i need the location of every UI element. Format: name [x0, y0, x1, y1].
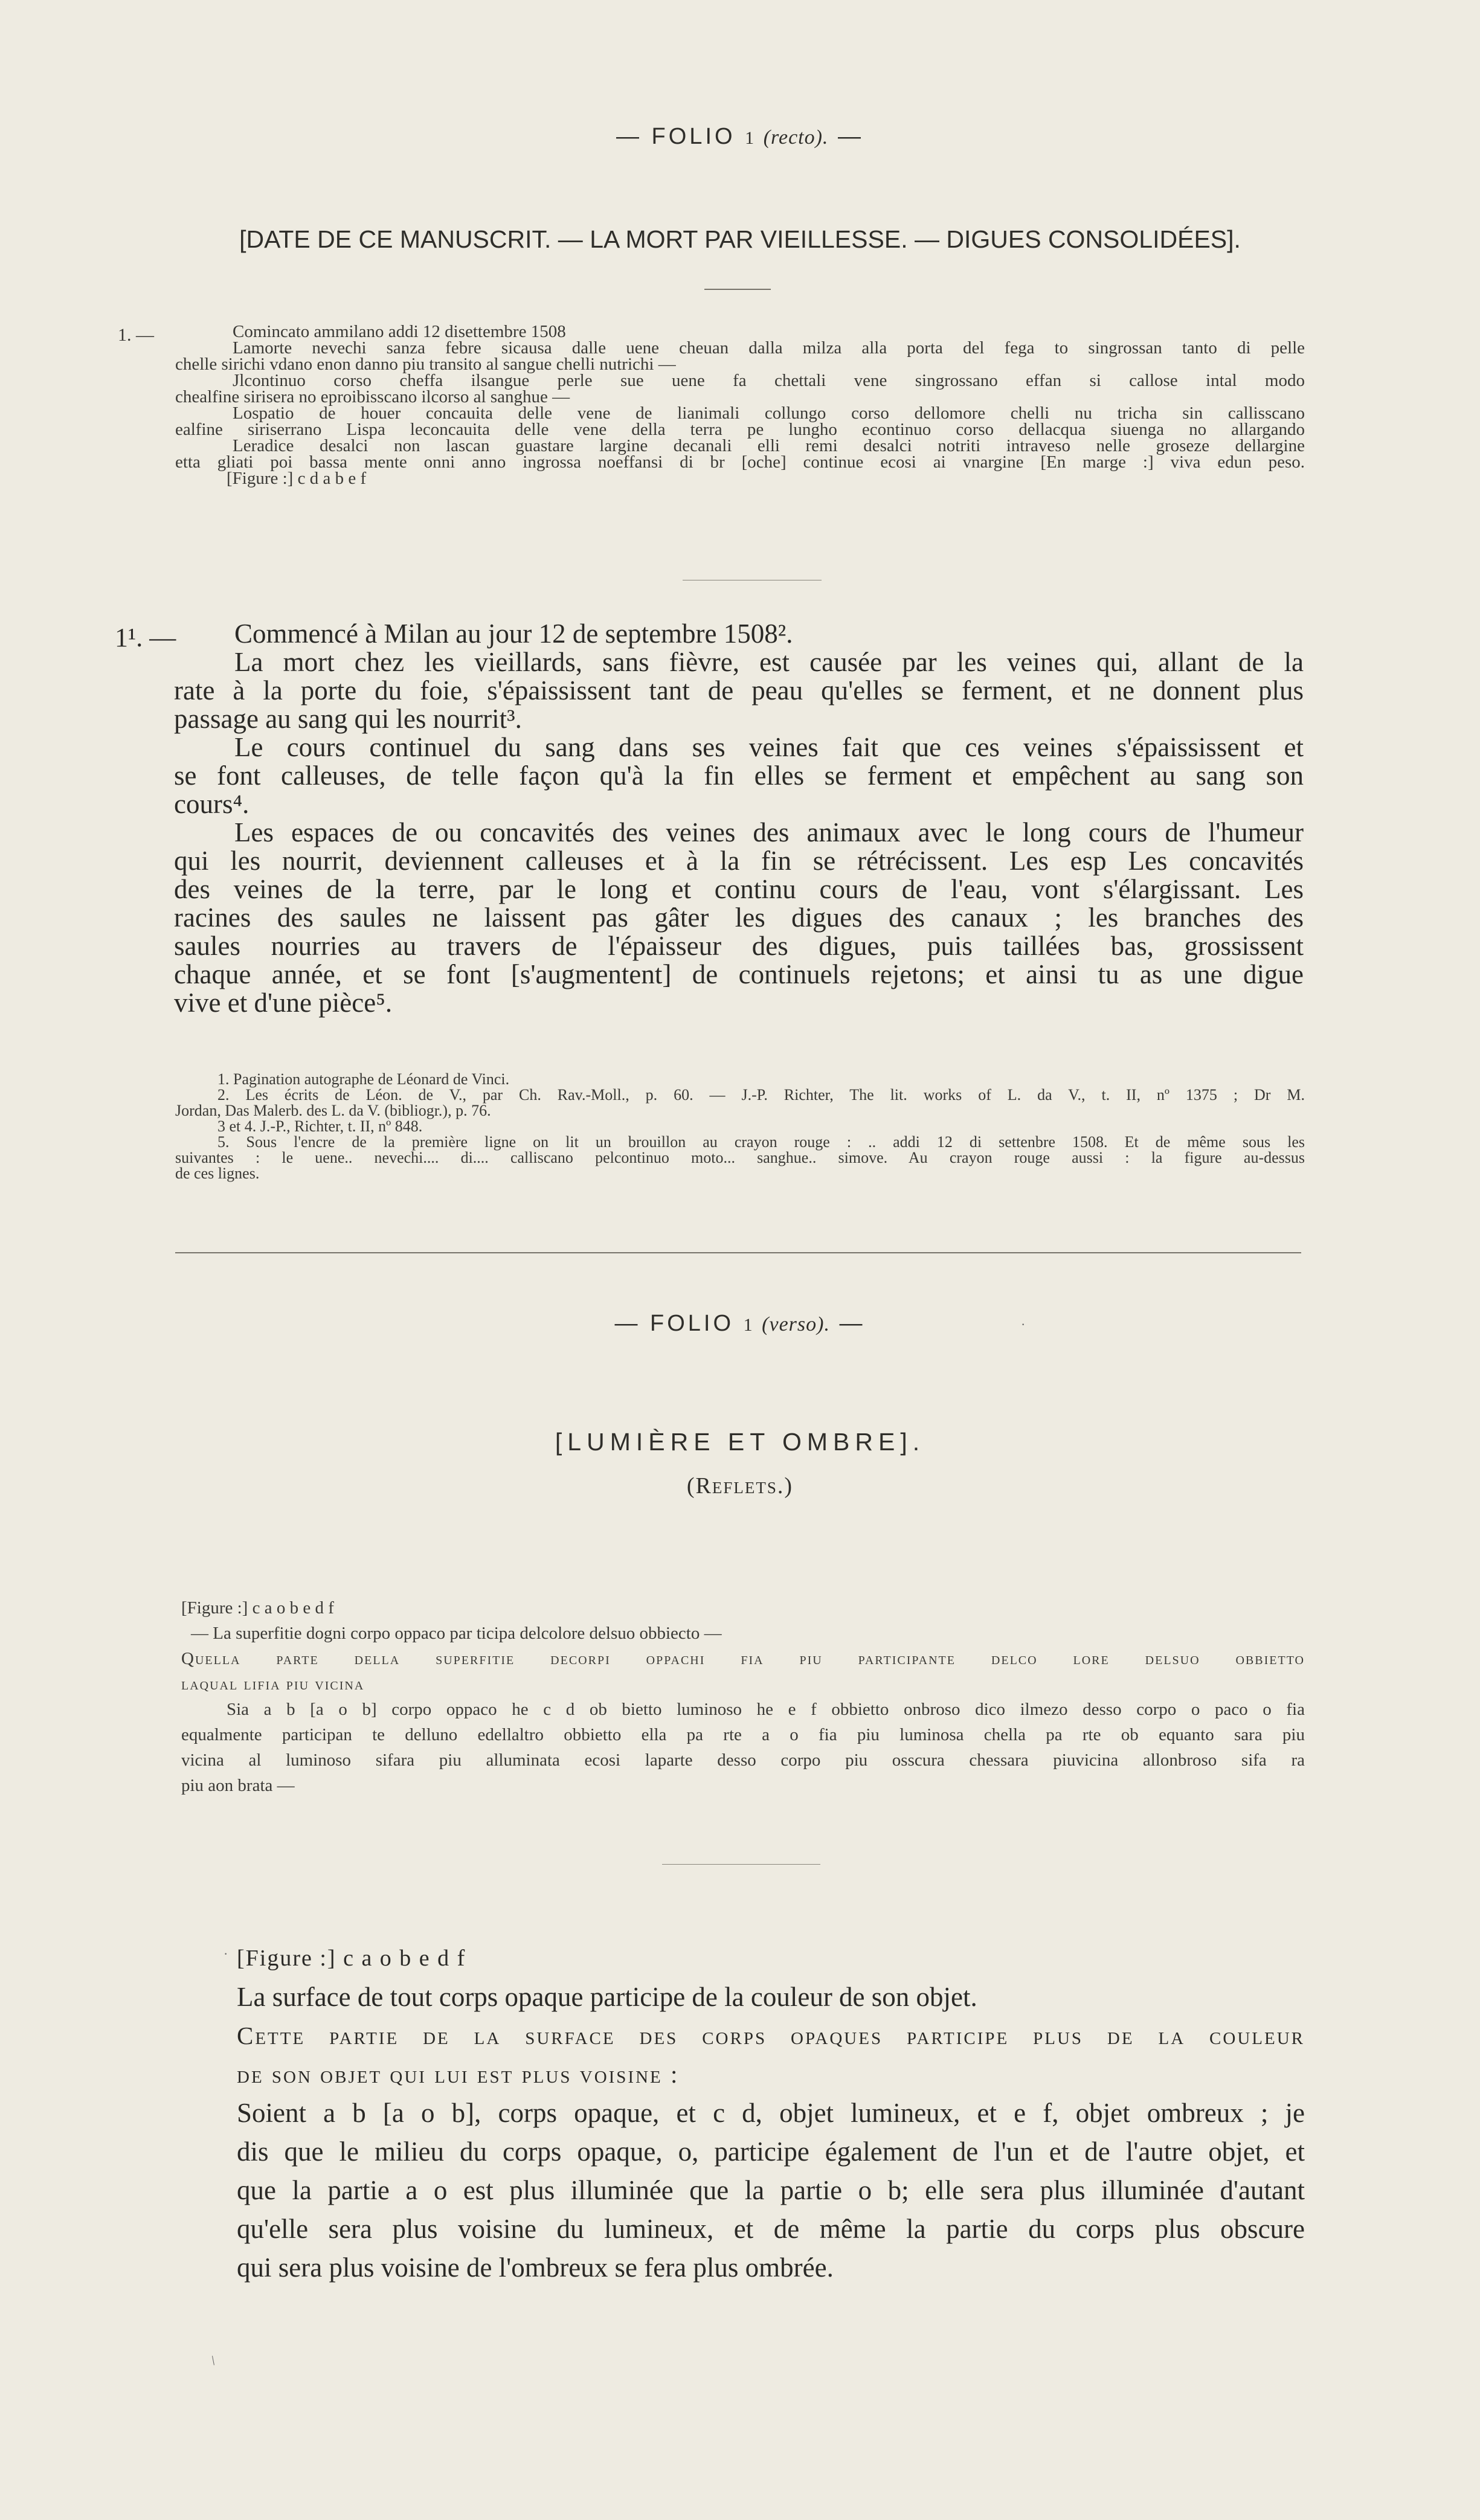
- italian-line: laqual lifia piu vicina: [181, 1674, 365, 1694]
- footnote-line: de ces lignes.: [175, 1165, 260, 1182]
- french-line: se font calleuses, de telle façon qu'à la fin elles se ferment et empêchent au sang son: [174, 760, 1304, 791]
- verso-italian-transcription: [181, 1595, 1305, 1798]
- french-line: racines des saules ne laissent pas gâter les digues des canaux ; les branches des: [174, 902, 1304, 933]
- folio-suffix: —: [828, 124, 864, 149]
- italian-line: etta gliati poi bassa mente onni anno ingrossa noeffansi di br [oche] continue ecosi ai vnargine [En marge :] viva edun peso.: [175, 452, 1305, 472]
- print-speck: ·: [224, 1946, 228, 1961]
- french-line: Commencé à Milan au jour 12 de septembre 1508².: [234, 619, 793, 649]
- italian-line: Leradice desalci non lascan guastare largine decanali elli remi desalci notriti intraveso nelle groseze dellargine: [233, 436, 1305, 455]
- french-line: La mort chez les vieillards, sans fièvre, est causée par les veines qui, allant de la: [234, 647, 1304, 677]
- recto-title: [DATE DE CE MANUSCRIT. — LA MORT PAR VIEILLESSE. — DIGUES CONSOLIDÉES].: [239, 225, 1241, 253]
- footnote-line: 3 et 4. J.-P., Richter, t. II, nº 848.: [217, 1117, 423, 1135]
- french-line: chaque année, et se font [s'augmentent] de continuels rejetons; et ainsi tu as une digue: [174, 959, 1304, 989]
- french-line: Soient a b [a o b], corps opaque, et c d, objet lumineux, et e f, objet ombreux ; je: [237, 2098, 1305, 2128]
- italian-line: [Figure :] c d a b e f: [227, 469, 367, 488]
- folio-prefix: — FOLIO: [614, 1311, 744, 1336]
- italian-line: Comincato ammilano addi 12 disettembre 1508: [233, 322, 566, 341]
- french-line: qu'elle sera plus voisine du lumineux, et de même la partie du corps plus obscure: [237, 2214, 1305, 2244]
- italian-line: [Figure :] c a o b e d f: [181, 1598, 334, 1618]
- italian-line: Lamorte nevechi sanza febre sicausa dalle uene cheuan dalla milza alla porta del fega to singrossan tanto di pelle: [233, 338, 1305, 358]
- italian-line: — La superfitie dogni corpo oppaco par ticipa delcolore delsuo obbiecto —: [191, 1624, 722, 1643]
- footnote-line: 2. Les écrits de Léon. de V., par Ch. Rav.-Moll., p. 60. — J.-P. Richter, The lit. works of L. da V., t. II, nº 1375 ; Dr M.: [217, 1086, 1305, 1104]
- divider: [704, 289, 771, 290]
- folio-prefix: — FOLIO: [616, 124, 745, 149]
- french-line: dis que le milieu du corps opaque, o, participe également de l'un et de l'autre objet, et: [237, 2136, 1305, 2167]
- italian-line: equalmente participan te delluno edellaltro obbietto ella pa rte a o fia piu luminosa chella pa rte ob equanto sara piu: [181, 1725, 1305, 1744]
- footnotes: [175, 1072, 1305, 1181]
- folio-number: 1: [745, 128, 754, 148]
- french-line: cours⁴.: [174, 789, 249, 819]
- italian-line: piu aon brata —: [181, 1776, 295, 1795]
- divider: [662, 1864, 820, 1865]
- italian-transcription: [175, 324, 1305, 487]
- french-line: vive et d'une pièce⁵.: [174, 988, 393, 1018]
- french-paragraph-number: 1¹. —: [115, 623, 176, 652]
- italian-line: Lospatio de houer concauita delle vene de lianimali collungo corso dellomore chelli nu tricha sin callisscano: [233, 403, 1305, 423]
- folio-side: (recto).: [763, 126, 829, 149]
- french-line: saules nourries au travers de l'épaisseur des digues, puis taillées bas, grossissent: [174, 931, 1304, 961]
- french-line: Cette partie de la surface des corps opaques participe plus de la couleur: [237, 2022, 1305, 2049]
- print-speck: ·: [1021, 1317, 1026, 1332]
- french-line: La surface de tout corps opaque participe de la couleur de son objet.: [237, 1982, 977, 2012]
- italian-line: Quella parte della superfitie decorpi oppachi fia piu participante delco lore delsuo obbietto: [181, 1649, 1305, 1668]
- page-section-rule: [175, 1252, 1301, 1253]
- italian-line: chealfine sirisera no eproibisscano ilcorso al sanghue —: [175, 387, 570, 407]
- french-line: de son objet qui lui est plus voisine :: [237, 2060, 680, 2088]
- french-line: Les espaces de ou concavités des veines des animaux avec le long cours de l'humeur: [234, 817, 1304, 847]
- italian-line: chelle sirichi vdano enon danno piu transito al sangue chelli nutrichi —: [175, 355, 676, 374]
- french-line: rate à la porte du foie, s'épaississent tant de peau qu'elles se ferment, et ne donnent plus: [174, 675, 1304, 706]
- print-speck: /: [207, 2353, 219, 2368]
- footnote-line: suivantes : le uene.. nevechi.... di.... calliscano pelcontinuo moto... sanghue.. simove. Au crayon rouge aussi : la figure au-dessus: [175, 1149, 1305, 1166]
- french-translation: [174, 620, 1304, 1017]
- french-line: que la partie a o est plus illuminée que la partie o b; elle sera plus illuminée d'autant: [237, 2175, 1305, 2205]
- french-line: passage au sang qui les nourrit³.: [174, 704, 522, 734]
- french-line: Le cours continuel du sang dans ses veines fait que ces veines s'épaississent et: [234, 732, 1304, 762]
- footnote-line: 1. Pagination autographe de Léonard de Vinci.: [217, 1070, 510, 1088]
- verso-subtitle: (Reflets.): [686, 1473, 794, 1499]
- italian-line: Sia a b [a o b] corpo oppaco he c d ob bietto luminoso he e f obbietto onbroso dico ilmezo desso corpo o paco o fia: [227, 1700, 1305, 1719]
- italian-line: vicina al luminoso sifara piu alluminata ecosi laparte desso corpo piu osscura chessara piuvicina allonbroso sifa ra: [181, 1750, 1305, 1770]
- verso-french-translation: [237, 1939, 1305, 2287]
- footnote-line: 5. Sous l'encre de la première ligne on lit un brouillon au crayon rouge : .. addi 12 di settenbre 1508. Et de même sous les: [217, 1133, 1305, 1151]
- italian-line: Jlcontinuo corso cheffa ilsangue perle sue uene fa chettali vene singrossano effan si callose intal modo: [233, 371, 1305, 390]
- italian-paragraph-number: 1. —: [118, 325, 154, 345]
- folio-recto-header: [0, 124, 1480, 150]
- folio-suffix: —: [829, 1311, 866, 1336]
- folio-number: 1: [743, 1315, 753, 1335]
- folio-side: (verso).: [762, 1313, 830, 1336]
- french-line: qui les nourrit, deviennent calleuses et à la fin se rétrécissent. Les esp Les concavités: [174, 846, 1304, 876]
- italian-line: ealfine siriserrano Lispa leconcauita delle vene della terra pe lungho econtinuo corso dellacqua siuenga no allargando: [175, 420, 1305, 439]
- french-line: des veines de la terre, par le long et continu cours de l'eau, vont s'élargissant. Les: [174, 874, 1304, 904]
- verso-title: [LUMIÈRE ET OMBRE].: [555, 1428, 925, 1456]
- french-line: qui sera plus voisine de l'ombreux se fera plus ombrée.: [237, 2252, 834, 2283]
- french-line: [Figure :] c a o b e d f: [237, 1946, 466, 1971]
- footnote-line: Jordan, Das Malerb. des L. da V. (bibliogr.), p. 76.: [175, 1102, 491, 1119]
- folio-verso-header: [0, 1311, 1480, 1337]
